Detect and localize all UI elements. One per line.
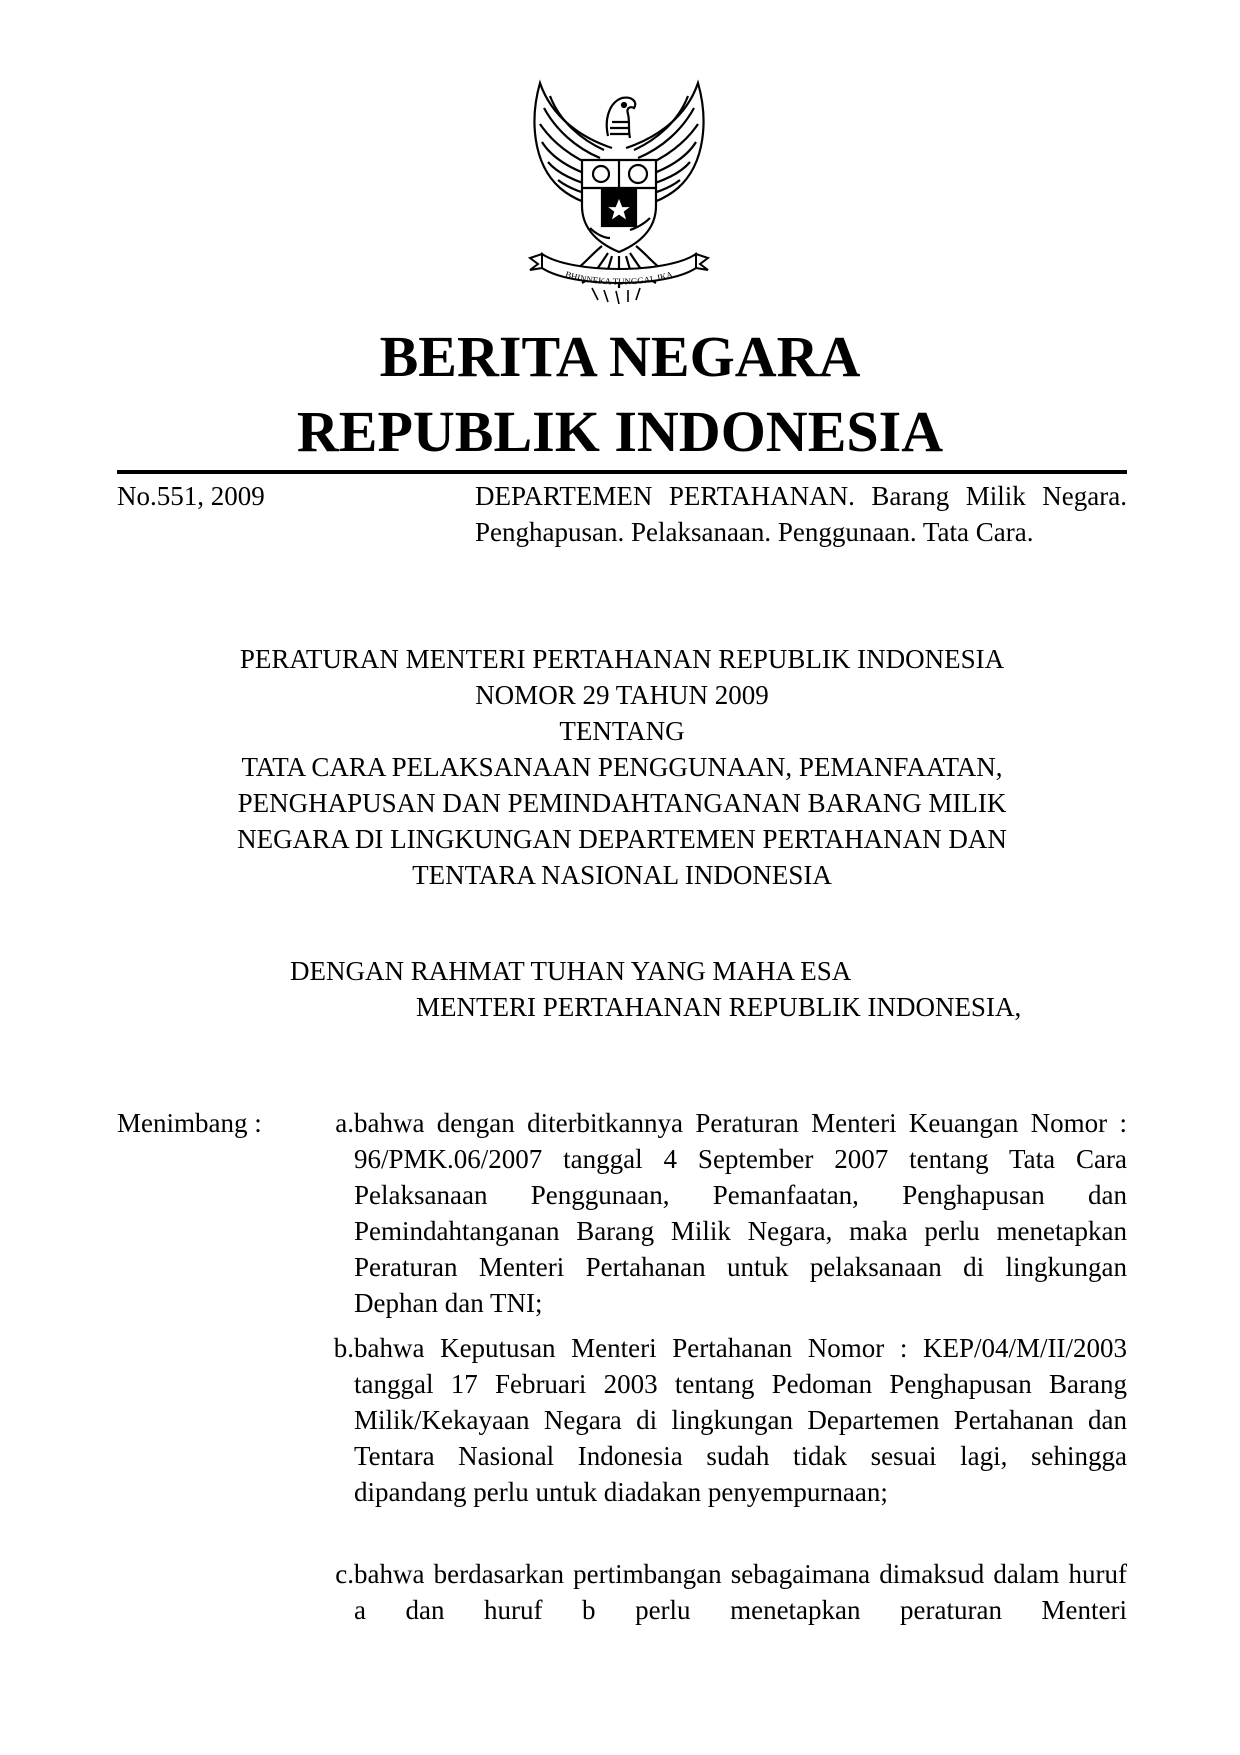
title-line: TATA CARA PELAKSANAAN PENGGUNAAN, PEMANFAATAN, [241, 752, 1003, 782]
title-line: NEGARA DI LINGKUNGAN DEPARTEMEN PERTAHANAN DAN [237, 824, 1007, 854]
clause-letter: c. [335, 1559, 354, 1589]
invocation: DENGAN RAHMAT TUHAN YANG MAHA ESA [290, 956, 852, 986]
title-line: NOMOR 29 TAHUN 2009 [475, 680, 769, 710]
considering-label: Menimbang : [117, 1108, 262, 1138]
garuda-emblem-icon [512, 78, 726, 306]
document-number: No.551, 2009 [117, 481, 265, 511]
clause-letter: b. [333, 1333, 354, 1363]
title-line: PERATURAN MENTERI PERTAHANAN REPUBLIK INDONESIA [239, 644, 1005, 674]
clause-letter: a. [335, 1108, 354, 1138]
issuer: MENTERI PERTAHANAN REPUBLIK INDONESIA, [416, 992, 1022, 1022]
clause-text: bahwa berdasarkan pertimbangan sebagaimana dimaksud dalam huruf a dan huruf b perlu menetapkan peraturan Menteri [354, 1559, 1127, 1625]
masthead-title: BERITA NEGARA [379, 324, 861, 389]
title-line: PENGHAPUSAN DAN PEMINDAHTANGANAN BARANG MILIK [237, 788, 1007, 818]
clause-text: bahwa Keputusan Menteri Pertahanan Nomor : KEP/04/M/II/2003 tanggal 17 Februari 2003 tentang Pedoman Penghapusan Barang Milik/Kekayaan Negara di lingkungan Departemen Pertahanan dan Tentara Nasional Indonesia sudah tidak sesuai lagi, sehingga dipandang perlu untuk diadakan penyempurnaan; [354, 1333, 1127, 1507]
document-summary: DEPARTEMEN PERTAHANAN. Barang Milik Negara. Penghapusan. Pelaksanaan. Penggunaan. Tata Cara. [475, 481, 1127, 547]
masthead-subtitle: REPUBLIK INDONESIA [296, 399, 944, 464]
header-divider [117, 470, 1127, 474]
clause-text: bahwa dengan diterbitkannya Peraturan Menteri Keuangan Nomor : 96/PMK.06/2007 tanggal 4 September 2007 tentang Tata Cara Pelaksanaan Penggunaan, Pemanfaatan, Penghapusan dan Pemindahtanganan Barang Milik Negara, maka perlu menetapkan Peraturan Menteri Pertahanan untuk pelaksanaan di lingkungan Dephan dan TNI; [354, 1108, 1127, 1318]
regulation-title [117, 641, 1127, 893]
svg-text:BHINNEKA TUNGGAL IKA: BHINNEKA TUNGGAL IKA [564, 269, 674, 287]
title-line: TENTANG [559, 716, 685, 746]
title-line: TENTARA NASIONAL INDONESIA [412, 860, 832, 890]
